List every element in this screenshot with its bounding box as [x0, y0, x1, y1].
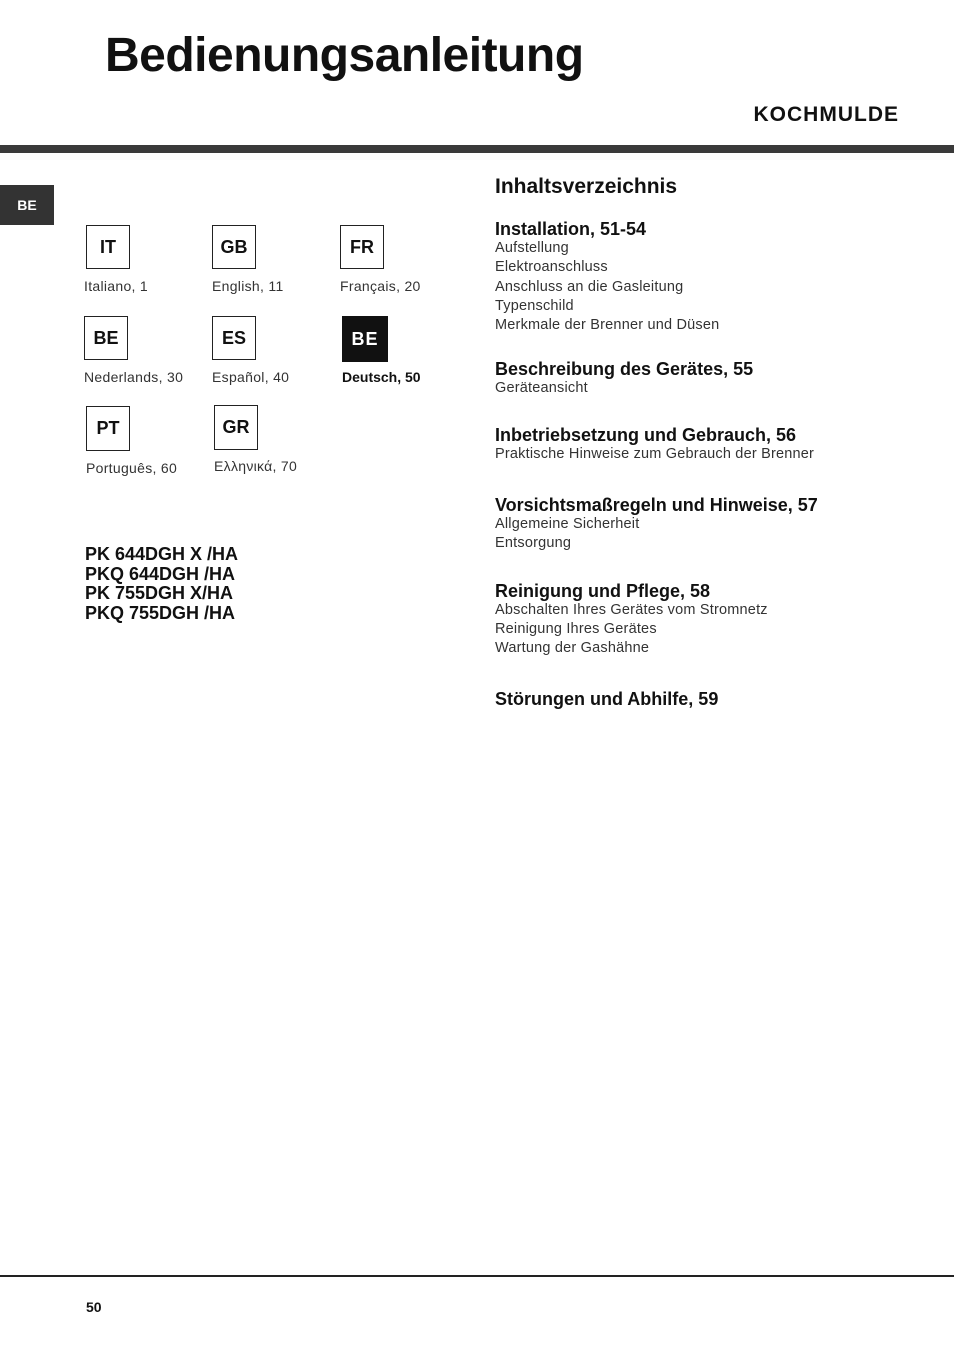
- toc-item[interactable]: Typenschild: [495, 297, 574, 314]
- toc-item[interactable]: Allgemeine Sicherheit: [495, 516, 640, 533]
- product-type: KOCHMULDE: [753, 103, 899, 126]
- toc-section-heading[interactable]: Reinigung und Pflege, 58: [495, 580, 711, 601]
- model-list: [85, 545, 238, 623]
- model-name: PK 644DGH X /HA: [85, 544, 239, 564]
- toc-item[interactable]: Abschalten Ihres Gerätes vom Stromnetz: [495, 601, 768, 618]
- document-title: Bedienungsanleitung: [105, 29, 584, 82]
- language-item-italian[interactable]: [86, 225, 148, 294]
- language-code-box: PT: [86, 406, 130, 451]
- footer-divider: [0, 1275, 954, 1277]
- toc-section-heading[interactable]: Inbetriebsetzung und Gebrauch, 56: [495, 424, 797, 445]
- language-item-dutch[interactable]: [84, 316, 183, 385]
- toc-section-vorsichtsmassregeln: [495, 495, 915, 554]
- language-item-spanish[interactable]: [212, 316, 289, 385]
- model-name: PKQ 755DGH /HA: [85, 602, 236, 623]
- language-item-german-active[interactable]: [342, 316, 421, 385]
- toc-item[interactable]: Praktische Hinweise zum Gebrauch der Brenner: [495, 445, 815, 462]
- language-item-portuguese[interactable]: [86, 406, 177, 476]
- language-code-box: BE: [84, 316, 128, 360]
- language-item-english[interactable]: [212, 225, 284, 294]
- language-item-greek[interactable]: [214, 405, 297, 474]
- language-label-active: Deutsch, 50: [342, 369, 421, 385]
- language-label: Português, 60: [86, 460, 178, 476]
- language-label: Italiano, 1: [84, 278, 149, 294]
- toc-section-heading[interactable]: Beschreibung des Gerätes, 55: [495, 359, 754, 380]
- toc-item[interactable]: Aufstellung: [495, 240, 569, 256]
- model-name: PKQ 644DGH /HA: [85, 563, 236, 584]
- language-item-french[interactable]: [340, 225, 421, 294]
- toc-section-reinigung: [495, 581, 915, 659]
- language-label: Español, 40: [212, 369, 290, 385]
- page-number: 50: [86, 1299, 102, 1315]
- toc-item[interactable]: Wartung der Gashähne: [495, 640, 650, 657]
- header-divider: [0, 145, 954, 153]
- table-of-contents: [495, 175, 915, 725]
- language-tab: BE: [0, 185, 54, 225]
- toc-item[interactable]: Elektroanschluss: [495, 259, 608, 276]
- toc-section-heading[interactable]: Störungen und Abhilfe, 59: [495, 688, 719, 709]
- language-code-box: IT: [86, 225, 130, 269]
- language-code-box: GB: [212, 225, 256, 269]
- language-label: Nederlands, 30: [84, 369, 184, 385]
- toc-item[interactable]: Geräteansicht: [495, 380, 588, 397]
- language-code-box: GR: [214, 405, 258, 450]
- toc-item[interactable]: Reinigung Ihres Gerätes: [495, 620, 657, 637]
- toc-item[interactable]: Anschluss an die Gasleitung: [495, 278, 684, 295]
- language-label: Français, 20: [340, 278, 421, 294]
- toc-item[interactable]: Merkmale der Brenner und Düsen: [495, 317, 720, 334]
- model-name: PK 755DGH X/HA: [85, 583, 234, 603]
- language-code-box-active: BE: [342, 316, 388, 362]
- language-label: Ελληνικά, 70: [214, 458, 298, 474]
- toc-section-heading[interactable]: Vorsichtsmaßregeln und Hinweise, 57: [495, 495, 818, 516]
- toc-section-installation: [495, 219, 915, 335]
- toc-section-beschreibung: [495, 359, 915, 398]
- language-code-box: FR: [340, 225, 384, 269]
- toc-title: Inhaltsverzeichnis: [495, 175, 678, 198]
- language-code-box: ES: [212, 316, 256, 360]
- language-label: English, 11: [212, 278, 284, 294]
- toc-section-inbetriebsetzung: [495, 425, 915, 464]
- toc-section-heading[interactable]: Installation, 51-54: [495, 219, 647, 239]
- toc-section-stoerungen: [495, 689, 915, 709]
- toc-item[interactable]: Entsorgung: [495, 535, 572, 552]
